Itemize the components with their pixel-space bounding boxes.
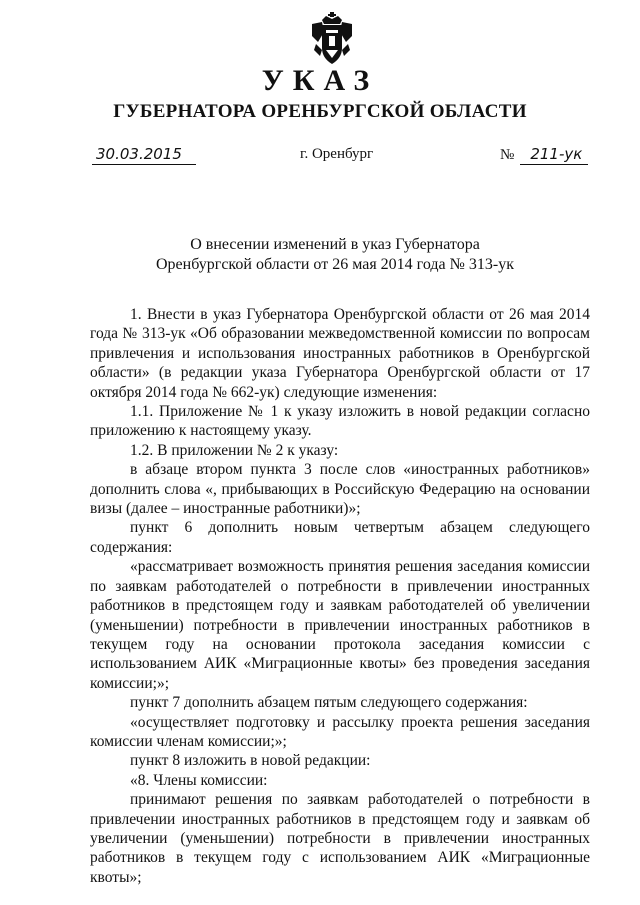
date-value: 30.03.2015 xyxy=(92,146,196,165)
paragraph: в абзаце втором пункта 3 после слов «иностранных работников» дополнить слова «, прибывающих в Российскую Федерацию на основании визы (далее – иностранные работники)»; xyxy=(90,461,590,518)
paragraph: 1.1. Приложение № 1 к указу изложить в новой редакции согласно приложению к настоящему указу. xyxy=(90,403,590,440)
number-value: 211-ук xyxy=(520,146,588,165)
document-number xyxy=(500,146,588,165)
paragraph: «осуществляет подготовку и рассылку проекта решения заседания комиссии членам комиссии;»; xyxy=(90,713,590,750)
heading-line-2: Оренбургской области от 26 мая 2014 года № 313-ук xyxy=(156,256,514,273)
paragraph: 1. Внести в указ Губернатора Оренбургской области от 26 мая 2014 года № 313-ук «Об образовании межведомственной комиссии по вопросам привлечения и использования иностранных работников в Оренбургской области» (в редакции указа Губернатора Оренбургской области от 17 октября 2014 года № 662-ук) следующие изменения: xyxy=(90,306,590,401)
paragraph: 1.2. В приложении № 2 к указу: xyxy=(130,441,339,459)
document-title: УКАЗ xyxy=(261,64,379,97)
number-prefix: № xyxy=(500,147,515,163)
document-subtitle: ГУБЕРНАТОРА ОРЕНБУРГСКОЙ ОБЛАСТИ xyxy=(113,101,527,122)
heading-line-1: О внесении изменений в указ Губернатора xyxy=(190,236,480,253)
coat-of-arms-icon xyxy=(310,12,354,66)
paragraph: «рассматривает возможность принятия решения заседания комиссии по заявкам работодателей о потребности в привлечении иностранных работников в предстоящем году и заявкам работодателей об увеличении (уменьшении) потребности в привлечении иностранных работников в текущем году на основании протокола заседания комиссии с использованием АИК «Миграционные квоты» без проведения заседания комиссии;»; xyxy=(90,558,590,692)
document-body xyxy=(90,305,590,887)
document-date xyxy=(92,146,200,165)
document-city: г. Оренбург xyxy=(300,146,374,162)
paragraph: «8. Члены комиссии: xyxy=(130,771,268,789)
paragraph: пункт 6 дополнить новым четвертым абзацем следующего содержания: xyxy=(90,519,590,556)
paragraph: пункт 8 изложить в новой редакции: xyxy=(130,752,371,770)
paragraph: пункт 7 дополнить абзацем пятым следующего содержания: xyxy=(130,694,528,712)
paragraph: принимают решения по заявкам работодателей о потребности в привлечении иностранных работников в предстоящем году и заявкам об увеличении (уменьшении) потребности в привлечении иностранных работников в текущем году с использованием АИК «Миграционные квоты»; xyxy=(90,791,590,886)
document-heading xyxy=(110,235,560,275)
